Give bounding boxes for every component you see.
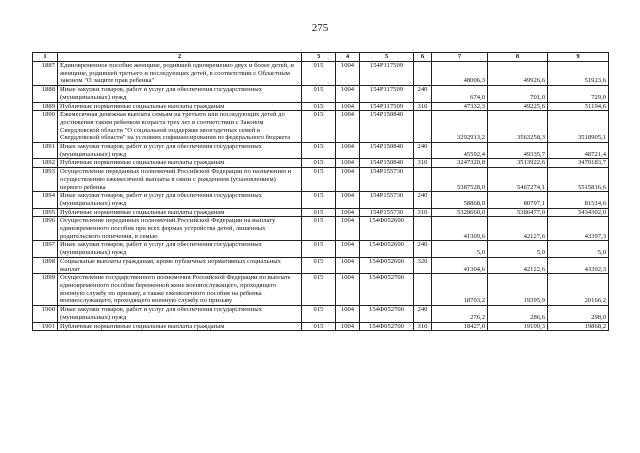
ministry-code: 015 — [302, 208, 336, 217]
expense-type-code: 310 — [414, 322, 432, 331]
amount-year-2: 5386477,0 — [488, 208, 548, 217]
row-number: 1898 — [33, 257, 58, 273]
target-article-code: 154Ф052700 — [360, 306, 414, 322]
amount-year-3: 5515816,6 — [548, 168, 609, 192]
row-description: Публичные нормативные социальные выплаты гражданам — [58, 102, 302, 111]
expense-type-code: 310 — [414, 102, 432, 111]
row-description: Осуществление государственного полномочия Российской Федерации по выплате единовременного пособия беременной жене военнослужащего, проходящего военную службу по призыву, а также ежемесячного пособия на ребенка военнослужащего, проходящего военную службу по призыву — [58, 274, 302, 306]
expense-type-code: 310 — [414, 208, 432, 217]
table-row — [33, 143, 609, 159]
amount-year-2: 5467274,1 — [488, 168, 548, 192]
amount-year-1: 45592,4 — [432, 143, 488, 159]
target-article-code: 154Ф052600 — [360, 241, 414, 257]
target-article-code: 154P150840 — [360, 159, 414, 168]
row-number: 1901 — [33, 322, 58, 331]
ministry-code: 015 — [302, 241, 336, 257]
row-description: Иные закупки товаров, работ и услуг для обеспечения государственных (муниципальных) нужд — [58, 241, 302, 257]
amount-year-3: 48721,4 — [548, 143, 609, 159]
expense-type-code: 240 — [414, 192, 432, 208]
target-article-code: 154P117509 — [360, 62, 414, 86]
ministry-code: 015 — [302, 143, 336, 159]
amount-year-1: 48006,3 — [432, 62, 488, 86]
row-description: Единовременное пособие женщине, родившей одновременно двух и более детей, и женщине, родившей третьего и последующих детей, в соответствии с Областным законом "О защите прав ребенка" — [58, 62, 302, 86]
ministry-code: 015 — [302, 102, 336, 111]
amount-year-2: 5,0 — [488, 241, 548, 257]
table-row — [33, 274, 609, 306]
section-code: 1004 — [336, 241, 360, 257]
row-description: Иные закупки товаров, работ и услуг для обеспечения государственных (муниципальных) нужд — [58, 306, 302, 322]
ministry-code: 015 — [302, 62, 336, 86]
column-header: 1 — [33, 53, 58, 62]
amount-year-3: 3518905,1 — [548, 111, 609, 143]
ministry-code: 015 — [302, 257, 336, 273]
amount-year-1: 674,0 — [432, 86, 488, 102]
section-code: 1004 — [336, 159, 360, 168]
amount-year-1: 5,0 — [432, 241, 488, 257]
section-code: 1004 — [336, 111, 360, 143]
amount-year-2: 3513922,6 — [488, 159, 548, 168]
table-row — [33, 86, 609, 102]
amount-year-3: 5434302,0 — [548, 208, 609, 217]
row-description: Иные закупки товаров, работ и услуг для обеспечения государственных (муниципальных) нужд — [58, 192, 302, 208]
section-code: 1004 — [336, 306, 360, 322]
row-description: Осуществление переданных полномочий Российской Федерации на выплату единовременного пособия при всех формах устройства детей, лишенных родительского попечения, в семью — [58, 217, 302, 241]
target-article-code: 154P155730 — [360, 208, 414, 217]
amount-year-1: 41304,6 — [432, 257, 488, 273]
table-row — [33, 241, 609, 257]
amount-year-3: 5,0 — [548, 241, 609, 257]
table-row — [33, 257, 609, 273]
table-header-row — [33, 53, 609, 62]
amount-year-3: 81514,6 — [548, 192, 609, 208]
column-header: 4 — [336, 53, 360, 62]
page-number: 275 — [311, 22, 329, 34]
row-number: 1891 — [33, 143, 58, 159]
table-row — [33, 208, 609, 217]
ministry-code: 015 — [302, 306, 336, 322]
amount-year-3: 43397,3 — [548, 217, 609, 241]
amount-year-1: 276,2 — [432, 306, 488, 322]
target-article-code: 154P150840 — [360, 111, 414, 143]
amount-year-2: 42122,6 — [488, 257, 548, 273]
ministry-code: 015 — [302, 86, 336, 102]
table-row — [33, 168, 609, 192]
ministry-code: 015 — [302, 217, 336, 241]
amount-year-3: 729,0 — [548, 86, 609, 102]
ministry-code: 015 — [302, 111, 336, 143]
budget-table — [32, 52, 609, 331]
row-number: 1895 — [33, 208, 58, 217]
row-number: 1900 — [33, 306, 58, 322]
column-header: 8 — [488, 53, 548, 62]
table-row — [33, 322, 609, 331]
row-number: 1899 — [33, 274, 58, 306]
amount-year-3: 298,0 — [548, 306, 609, 322]
section-code: 1004 — [336, 192, 360, 208]
table-row — [33, 217, 609, 241]
expense-type-code — [414, 274, 432, 306]
expense-type-code — [414, 168, 432, 192]
target-article-code: 154Ф052600 — [360, 217, 414, 241]
target-article-code: 154P155730 — [360, 168, 414, 192]
column-header: 5 — [360, 53, 414, 62]
ministry-code: 015 — [302, 168, 336, 192]
row-number: 1892 — [33, 159, 58, 168]
amount-year-3: 19868,2 — [548, 322, 609, 331]
row-number: 1896 — [33, 217, 58, 241]
row-number: 1894 — [33, 192, 58, 208]
amount-year-1: 5387528,0 — [432, 168, 488, 192]
section-code: 1004 — [336, 322, 360, 331]
row-number: 1893 — [33, 168, 58, 192]
table-row — [33, 111, 609, 143]
row-description: Ежемесячная денежная выплата семьям на третьего или последующих детей до достижения таким ребенком возраста трех лет в соответствии с Законом Свердловской области "О социальной поддержке многодетных семей в Свердловской области" на условиях софинансирования из федерального бюджета — [58, 111, 302, 143]
row-number: 1887 — [33, 62, 58, 86]
section-code: 1004 — [336, 217, 360, 241]
section-code: 1004 — [336, 257, 360, 273]
row-description: Публичные нормативные социальные выплаты гражданам — [58, 322, 302, 331]
expense-type-code: 240 — [414, 143, 432, 159]
row-description: Осуществление переданных полномочий Российской Федерации по назначению и осуществлению ежемесячной выплаты в связи с рождением (усыновлением) первого ребенка — [58, 168, 302, 192]
row-description: Иные закупки товаров, работ и услуг для обеспечения государственных (муниципальных) нужд — [58, 86, 302, 102]
expense-type-code — [414, 111, 432, 143]
amount-year-1: 41309,6 — [432, 217, 488, 241]
amount-year-1: 3247320,8 — [432, 159, 488, 168]
section-code: 1004 — [336, 274, 360, 306]
table-row — [33, 306, 609, 322]
amount-year-2: 49926,6 — [488, 62, 548, 86]
row-number: 1888 — [33, 86, 58, 102]
amount-year-1: 58868,0 — [432, 192, 488, 208]
amount-year-2: 19395,9 — [488, 274, 548, 306]
row-description: Социальные выплаты гражданам, кроме публичных нормативных социальных выплат — [58, 257, 302, 273]
amount-year-2: 286,6 — [488, 306, 548, 322]
row-description: Публичные нормативные социальные выплаты гражданам — [58, 208, 302, 217]
amount-year-3: 43392,3 — [548, 257, 609, 273]
amount-year-3: 20166,2 — [548, 274, 609, 306]
row-description: Публичные нормативные социальные выплаты гражданам — [58, 159, 302, 168]
expense-type-code: 310 — [414, 159, 432, 168]
amount-year-2: 701,0 — [488, 86, 548, 102]
amount-year-2: 49335,7 — [488, 143, 548, 159]
column-header: 3 — [302, 53, 336, 62]
table-row — [33, 159, 609, 168]
expense-type-code: 240 — [414, 86, 432, 102]
target-article-code: 154P150840 — [360, 143, 414, 159]
section-code: 1004 — [336, 168, 360, 192]
expense-type-code: 240 — [414, 241, 432, 257]
section-code: 1004 — [336, 86, 360, 102]
row-description: Иные закупки товаров, работ и услуг для обеспечения государственных (муниципальных) нужд — [58, 143, 302, 159]
expense-type-code — [414, 217, 432, 241]
expense-type-code: 240 — [414, 306, 432, 322]
target-article-code: 154P117509 — [360, 102, 414, 111]
section-code: 1004 — [336, 208, 360, 217]
section-code: 1004 — [336, 102, 360, 111]
amount-year-3: 51923,6 — [548, 62, 609, 86]
amount-year-1: 5328660,0 — [432, 208, 488, 217]
column-header: 7 — [432, 53, 488, 62]
ministry-code: 015 — [302, 274, 336, 306]
expense-type-code — [414, 62, 432, 86]
column-header: 6 — [414, 53, 432, 62]
column-header: 2 — [58, 53, 302, 62]
amount-year-2: 49225,6 — [488, 102, 548, 111]
amount-year-2: 80797,1 — [488, 192, 548, 208]
amount-year-1: 18703,2 — [432, 274, 488, 306]
table-body — [33, 62, 609, 331]
amount-year-2: 19109,3 — [488, 322, 548, 331]
amount-year-1: 3292913,2 — [432, 111, 488, 143]
amount-year-2: 3563258,3 — [488, 111, 548, 143]
amount-year-2: 42127,6 — [488, 217, 548, 241]
amount-year-1: 47332,3 — [432, 102, 488, 111]
section-code: 1004 — [336, 62, 360, 86]
section-code: 1004 — [336, 143, 360, 159]
ministry-code: 015 — [302, 192, 336, 208]
column-header: 9 — [548, 53, 609, 62]
target-article-code: 154Ф052700 — [360, 322, 414, 331]
amount-year-3: 51194,6 — [548, 102, 609, 111]
table-row — [33, 192, 609, 208]
row-number: 1890 — [33, 111, 58, 143]
amount-year-1: 18427,0 — [432, 322, 488, 331]
ministry-code: 015 — [302, 322, 336, 331]
row-number: 1889 — [33, 102, 58, 111]
target-article-code: 154P117509 — [360, 86, 414, 102]
ministry-code: 015 — [302, 159, 336, 168]
target-article-code: 154Ф052700 — [360, 274, 414, 306]
table-row — [33, 62, 609, 86]
row-number: 1897 — [33, 241, 58, 257]
target-article-code: 154P155730 — [360, 192, 414, 208]
table-row — [33, 102, 609, 111]
amount-year-3: 3470183,7 — [548, 159, 609, 168]
expense-type-code: 320 — [414, 257, 432, 273]
target-article-code: 154Ф052600 — [360, 257, 414, 273]
